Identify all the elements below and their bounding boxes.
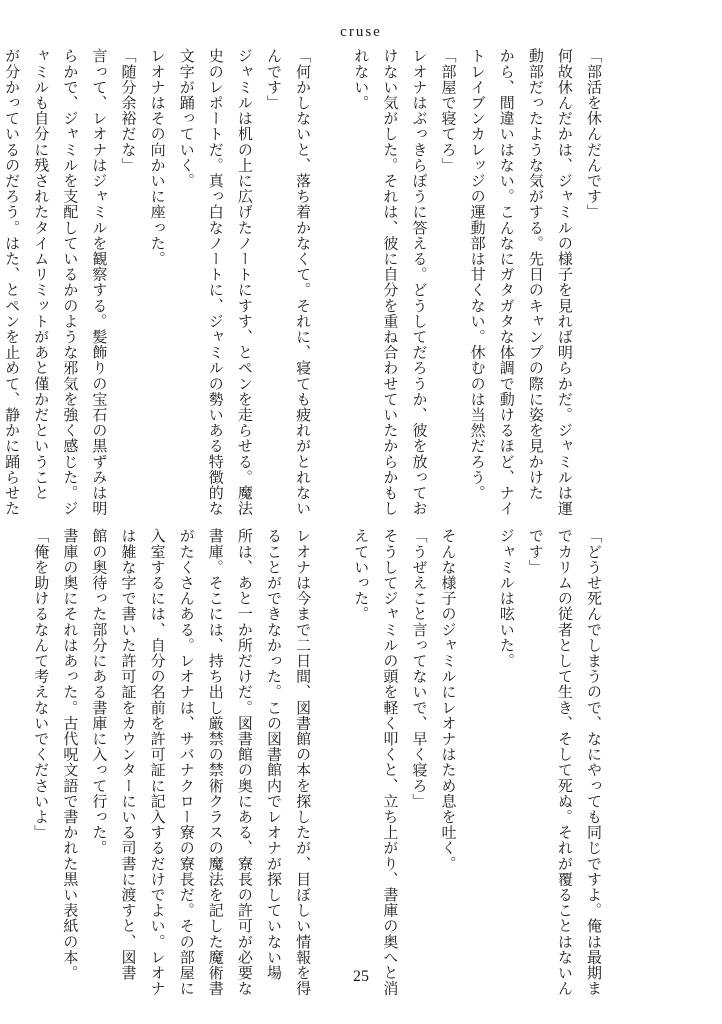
text-line: 「部屋で寝てろ」 bbox=[439, 48, 458, 173]
text-line: 「何かしないと、落ち着かなくて。それに、寝ても疲れがとれない bbox=[294, 48, 313, 516]
text-line: でカリムの従者として生き、そして死ぬ。それが覆ることはないん bbox=[555, 528, 574, 996]
text-line: んです」 bbox=[264, 48, 283, 111]
text-line: ることができなかった。この図書館内でレオナが探していない場 bbox=[264, 528, 283, 981]
running-header: cruse bbox=[340, 24, 382, 40]
text-line: 史のレポートだ。真っ白なノートに、ジャミルの勢いある特徴的な bbox=[206, 48, 225, 516]
text-line: レオナは今まで二日間、図書館の本を探したが、目ぼしい情報を得 bbox=[294, 528, 313, 996]
page-number: 25 bbox=[353, 968, 369, 985]
text-line: 「うぜえこと言ってないで、早く寝ろ」 bbox=[410, 528, 429, 809]
text-block-top bbox=[3, 48, 608, 516]
text-line bbox=[463, 528, 492, 958]
text-line: 「随分余裕だな」 bbox=[119, 48, 138, 173]
text-line: は雑な字で書いた許可証をカウンターにいる司書に渡すと、図書 bbox=[119, 528, 138, 981]
text-line: です」 bbox=[526, 528, 545, 575]
text-line: ジャミルは呟いた。 bbox=[497, 528, 516, 669]
text-line: らかで、ジャミルを支配しているかのような邪気を強く感じた。ジ bbox=[61, 48, 80, 516]
text-line: 何故休んだかは、ジャミルの様子を見れば明らかだ。ジャミルは運 bbox=[555, 48, 574, 516]
text-line: レオナはぶっきらぼうに答える。どうしてだろうか、彼を放ってお bbox=[410, 48, 429, 516]
text-line: がたくさんある。レオナは、サバナクロー寮の寮長だ。その部屋に bbox=[177, 528, 196, 996]
text-line: 「俺を助けるなんて考えないでくださいよ」 bbox=[32, 528, 51, 840]
text-line: 所は、あと一か所だけだ。図書館の奥にある、寮長の許可が必要な bbox=[235, 528, 254, 996]
text-line: 「どうせ死んでしまうので、なにやっても同じですよ。俺は最期ま bbox=[585, 528, 603, 996]
text-line: そんな様子のジャミルにレオナはため息を吐く。 bbox=[439, 528, 458, 872]
text-line: 「部活を休んだんです」 bbox=[585, 48, 603, 220]
text-line: けない気がした。それは、彼に自分を重ね合わせていたからかもし bbox=[381, 48, 400, 516]
text-line: 言って、レオナはジャミルを観察する。髪飾りの宝石の黒ずみは明 bbox=[90, 48, 109, 516]
text-line: えていった。 bbox=[352, 528, 371, 622]
text-line: から、間違いはない。こんなにガタガタな体調で動けるほど、ナイ bbox=[497, 48, 516, 516]
text-line: 館の奥待った部分にある書庫に入って行った。 bbox=[90, 528, 109, 856]
text-line: 文字が踊っていく。 bbox=[177, 48, 196, 189]
text-line: 動部だったような気がする。先日のキャンプの際に姿を見かけた bbox=[526, 48, 545, 501]
text-line: 書庫。そこには、持ち出し厳禁の禁術クラスの魔法を記した魔術書 bbox=[206, 528, 225, 996]
text-line: 入室するには、自分の名前を許可証に記入するだけでよい。レオナ bbox=[148, 528, 167, 996]
text-line bbox=[317, 48, 346, 478]
text-line: が分かっているのだろう。はた、とペンを止めて、静かに踊らせた bbox=[3, 48, 22, 516]
text-line: ジャミルは机の上に広げたノートにすす、とペンを走らせる。魔法 bbox=[235, 48, 254, 516]
text-line: トレイブンカレッジの運動部は甘くない。休むのは当然だろう。 bbox=[468, 48, 487, 501]
text-line: 書庫の奥にそれはあった。古代呪文語で書かれた黒い表紙の本。 bbox=[61, 528, 80, 981]
text-line: れない。 bbox=[352, 48, 371, 111]
text-line: ャミルも自分に残されたタイムリミットがあと僅かだということ bbox=[32, 48, 51, 501]
text-line: そうしてジャミルの頭を軽く叩くと、立ち上がり、書庫の奥へと消 bbox=[381, 528, 400, 996]
text-line bbox=[317, 528, 346, 958]
text-line: レオナはその向かいに座った。 bbox=[148, 48, 167, 267]
